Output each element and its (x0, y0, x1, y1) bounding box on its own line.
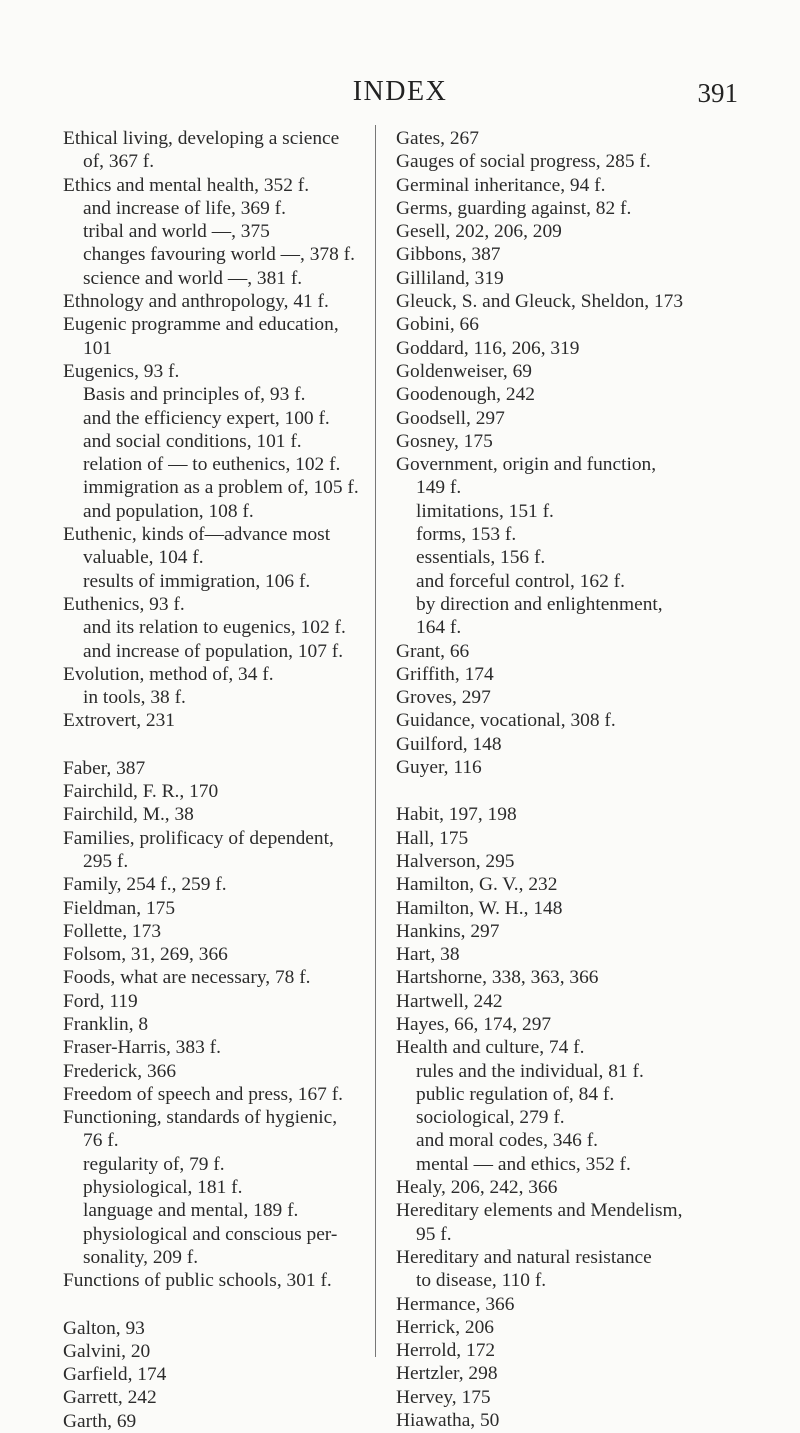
index-entry: Hayes, 66, 174, 297 (396, 1013, 552, 1035)
index-entry: Folsom, 31, 269, 366 (63, 944, 228, 966)
index-subentry: and forceful control, 162 f. (416, 570, 625, 592)
index-entry: Fairchild, M., 38 (63, 804, 194, 826)
index-subentry: and population, 108 f. (83, 500, 254, 522)
index-subentry: results of immigration, 106 f. (83, 570, 311, 592)
index-entry: Extrovert, 231 (63, 710, 176, 732)
index-subentry: and moral codes, 346 f. (416, 1130, 599, 1152)
index-entry: Gilliland, 319 (396, 267, 504, 289)
index-subentry: Basis and principles of, 93 f. (83, 384, 306, 406)
index-entry: Hertzler, 298 (396, 1363, 498, 1385)
index-entry: Eugenics, 93 f. (63, 360, 180, 382)
index-subentry: 101 (83, 337, 113, 359)
index-subentry: sonality, 209 f. (83, 1246, 199, 1268)
index-entry: Hall, 175 (396, 827, 469, 849)
index-entry: Euthenic, kinds of—advance most (63, 524, 331, 546)
index-entry: Herrick, 206 (396, 1316, 494, 1338)
index-entry: Galvini, 20 (63, 1340, 151, 1362)
index-entry: Gibbons, 387 (396, 244, 501, 266)
index-entry: Grant, 66 (396, 640, 470, 662)
index-subentry: and the efficiency expert, 100 f. (83, 407, 330, 429)
index-entry: Goddard, 116, 206, 319 (396, 337, 580, 359)
index-entry: Follette, 173 (63, 920, 162, 942)
index-subentry: and increase of life, 369 f. (83, 197, 286, 219)
index-entry: Fieldman, 175 (63, 897, 176, 919)
index-subentry: limitations, 151 f. (416, 500, 554, 522)
index-entry: Fairchild, F. R., 170 (63, 781, 219, 803)
index-entry: Hiawatha, 50 (396, 1410, 500, 1432)
index-subentry: immigration as a problem of, 105 f. (83, 477, 359, 499)
index-entry: Guyer, 116 (396, 757, 482, 779)
index-entry: Eugenic programme and education, (63, 314, 339, 336)
index-entry: Garth, 69 (63, 1410, 137, 1432)
index-entry: Hankins, 297 (396, 920, 500, 942)
index-subentry: language and mental, 189 f. (83, 1200, 299, 1222)
index-entry: Gates, 267 (396, 128, 479, 149)
index-entry: Gleuck, S. and Gleuck, Sheldon, 173 (396, 291, 684, 313)
index-entry: Foods, what are necessary, 78 f. (63, 967, 311, 989)
column-divider (375, 125, 376, 1357)
index-entry: Gesell, 202, 206, 209 (396, 221, 562, 243)
section-gap (63, 1293, 363, 1317)
index-entry: Gosney, 175 (396, 430, 493, 452)
index-entry: Freedom of speech and press, 167 f. (63, 1083, 344, 1105)
index-entry: Hermance, 366 (396, 1293, 515, 1315)
index-subentry: regularity of, 79 f. (83, 1153, 225, 1175)
index-entry: Goodsell, 297 (396, 407, 505, 429)
index-subentry: mental — and ethics, 352 f. (416, 1153, 631, 1175)
index-entry: Hamilton, G. V., 232 (396, 874, 558, 896)
index-entry: Health and culture, 74 f. (396, 1037, 585, 1059)
section-gap (63, 733, 363, 757)
index-entry: Goldenweiser, 69 (396, 360, 532, 382)
section-gap (396, 779, 696, 803)
page-title: INDEX (352, 76, 448, 107)
index-entry: Hart, 38 (396, 944, 460, 966)
index-entry: Functions of public schools, 301 f. (63, 1270, 332, 1292)
index-subentry: sociological, 279 f. (416, 1107, 565, 1129)
index-entry: Guidance, vocational, 308 f. (396, 710, 616, 732)
index-subentry: forms, 153 f. (416, 524, 517, 546)
index-subentry: in tools, 38 f. (83, 687, 186, 709)
index-column-right (396, 127, 696, 1432)
index-entry: Faber, 387 (63, 757, 146, 779)
index-entry: Herrold, 172 (396, 1340, 496, 1362)
index-subentry: tribal and world —, 375 (83, 221, 270, 243)
index-subentry: and increase of population, 107 f. (83, 640, 344, 662)
index-subentry: science and world —, 381 f. (83, 267, 303, 289)
index-entry: Halverson, 295 (396, 850, 515, 872)
index-entry: Fraser-Harris, 383 f. (63, 1037, 221, 1059)
index-entry: Functioning, standards of hygienic, (63, 1107, 338, 1129)
index-entry: Ethical living, developing a science (63, 128, 340, 149)
index-entry: Families, prolificacy of dependent, (63, 827, 334, 849)
page-header (0, 76, 800, 116)
index-entry: Frederick, 366 (63, 1060, 177, 1082)
index-entry: Hartshorne, 338, 363, 366 (396, 967, 599, 989)
index-entry: Hartwell, 242 (396, 990, 503, 1012)
index-subentry: 295 f. (83, 850, 129, 872)
index-subentry: to disease, 110 f. (416, 1270, 547, 1292)
index-entry: Gauges of social progress, 285 f. (396, 151, 651, 173)
index-entry: Germinal inheritance, 94 f. (396, 174, 606, 196)
index-subentry: 149 f. (416, 477, 462, 499)
index-entry: Germs, guarding against, 82 f. (396, 197, 632, 219)
index-entry: Evolution, method of, 34 f. (63, 663, 274, 685)
index-subentry: essentials, 156 f. (416, 547, 546, 569)
index-subentry: of, 367 f. (83, 151, 155, 173)
page-number: 391 (697, 78, 738, 108)
index-subentry: physiological, 181 f. (83, 1177, 243, 1199)
index-entry: Ethnology and anthropology, 41 f. (63, 291, 329, 313)
index-entry: Ethics and mental health, 352 f. (63, 174, 310, 196)
index-entry: Hereditary and natural resistance (396, 1246, 652, 1268)
index-entry: Goodenough, 242 (396, 384, 535, 406)
index-entry: Griffith, 174 (396, 663, 494, 685)
index-subentry: physiological and conscious per- (83, 1223, 338, 1245)
index-subentry: valuable, 104 f. (83, 547, 204, 569)
index-entry: Garrett, 242 (63, 1387, 157, 1409)
index-entry: Hamilton, W. H., 148 (396, 897, 563, 919)
index-entry: Euthenics, 93 f. (63, 593, 185, 615)
index-entry: Groves, 297 (396, 687, 491, 709)
index-subentry: and social conditions, 101 f. (83, 430, 302, 452)
index-entry: Family, 254 f., 259 f. (63, 874, 227, 896)
index-entry: Franklin, 8 (63, 1013, 149, 1035)
index-entry: Hereditary elements and Mendelism, (396, 1200, 683, 1222)
index-subentry: 76 f. (83, 1130, 119, 1152)
index-entry: Galton, 93 (63, 1317, 145, 1339)
index-column-left (63, 127, 363, 1433)
index-entry: Gobini, 66 (396, 314, 479, 336)
index-subentry: and its relation to eugenics, 102 f. (83, 617, 346, 639)
index-entry: Government, origin and function, (396, 454, 657, 476)
index-entry: Garfield, 174 (63, 1364, 167, 1386)
index-entry: Healy, 206, 242, 366 (396, 1177, 558, 1199)
index-subentry: relation of — to euthenics, 102 f. (83, 454, 341, 476)
index-entry: Ford, 119 (63, 990, 138, 1012)
index-subentry: by direction and enlightenment, (416, 593, 663, 615)
index-entry: Hervey, 175 (396, 1386, 491, 1408)
index-entry: Habit, 197, 198 (396, 804, 517, 826)
index-subentry: changes favouring world —, 378 f. (83, 244, 355, 266)
index-entry: Guilford, 148 (396, 733, 502, 755)
index-subentry: 164 f. (416, 617, 462, 639)
index-subentry: 95 f. (416, 1223, 452, 1245)
index-subentry: rules and the individual, 81 f. (416, 1060, 644, 1082)
index-subentry: public regulation of, 84 f. (416, 1083, 615, 1105)
